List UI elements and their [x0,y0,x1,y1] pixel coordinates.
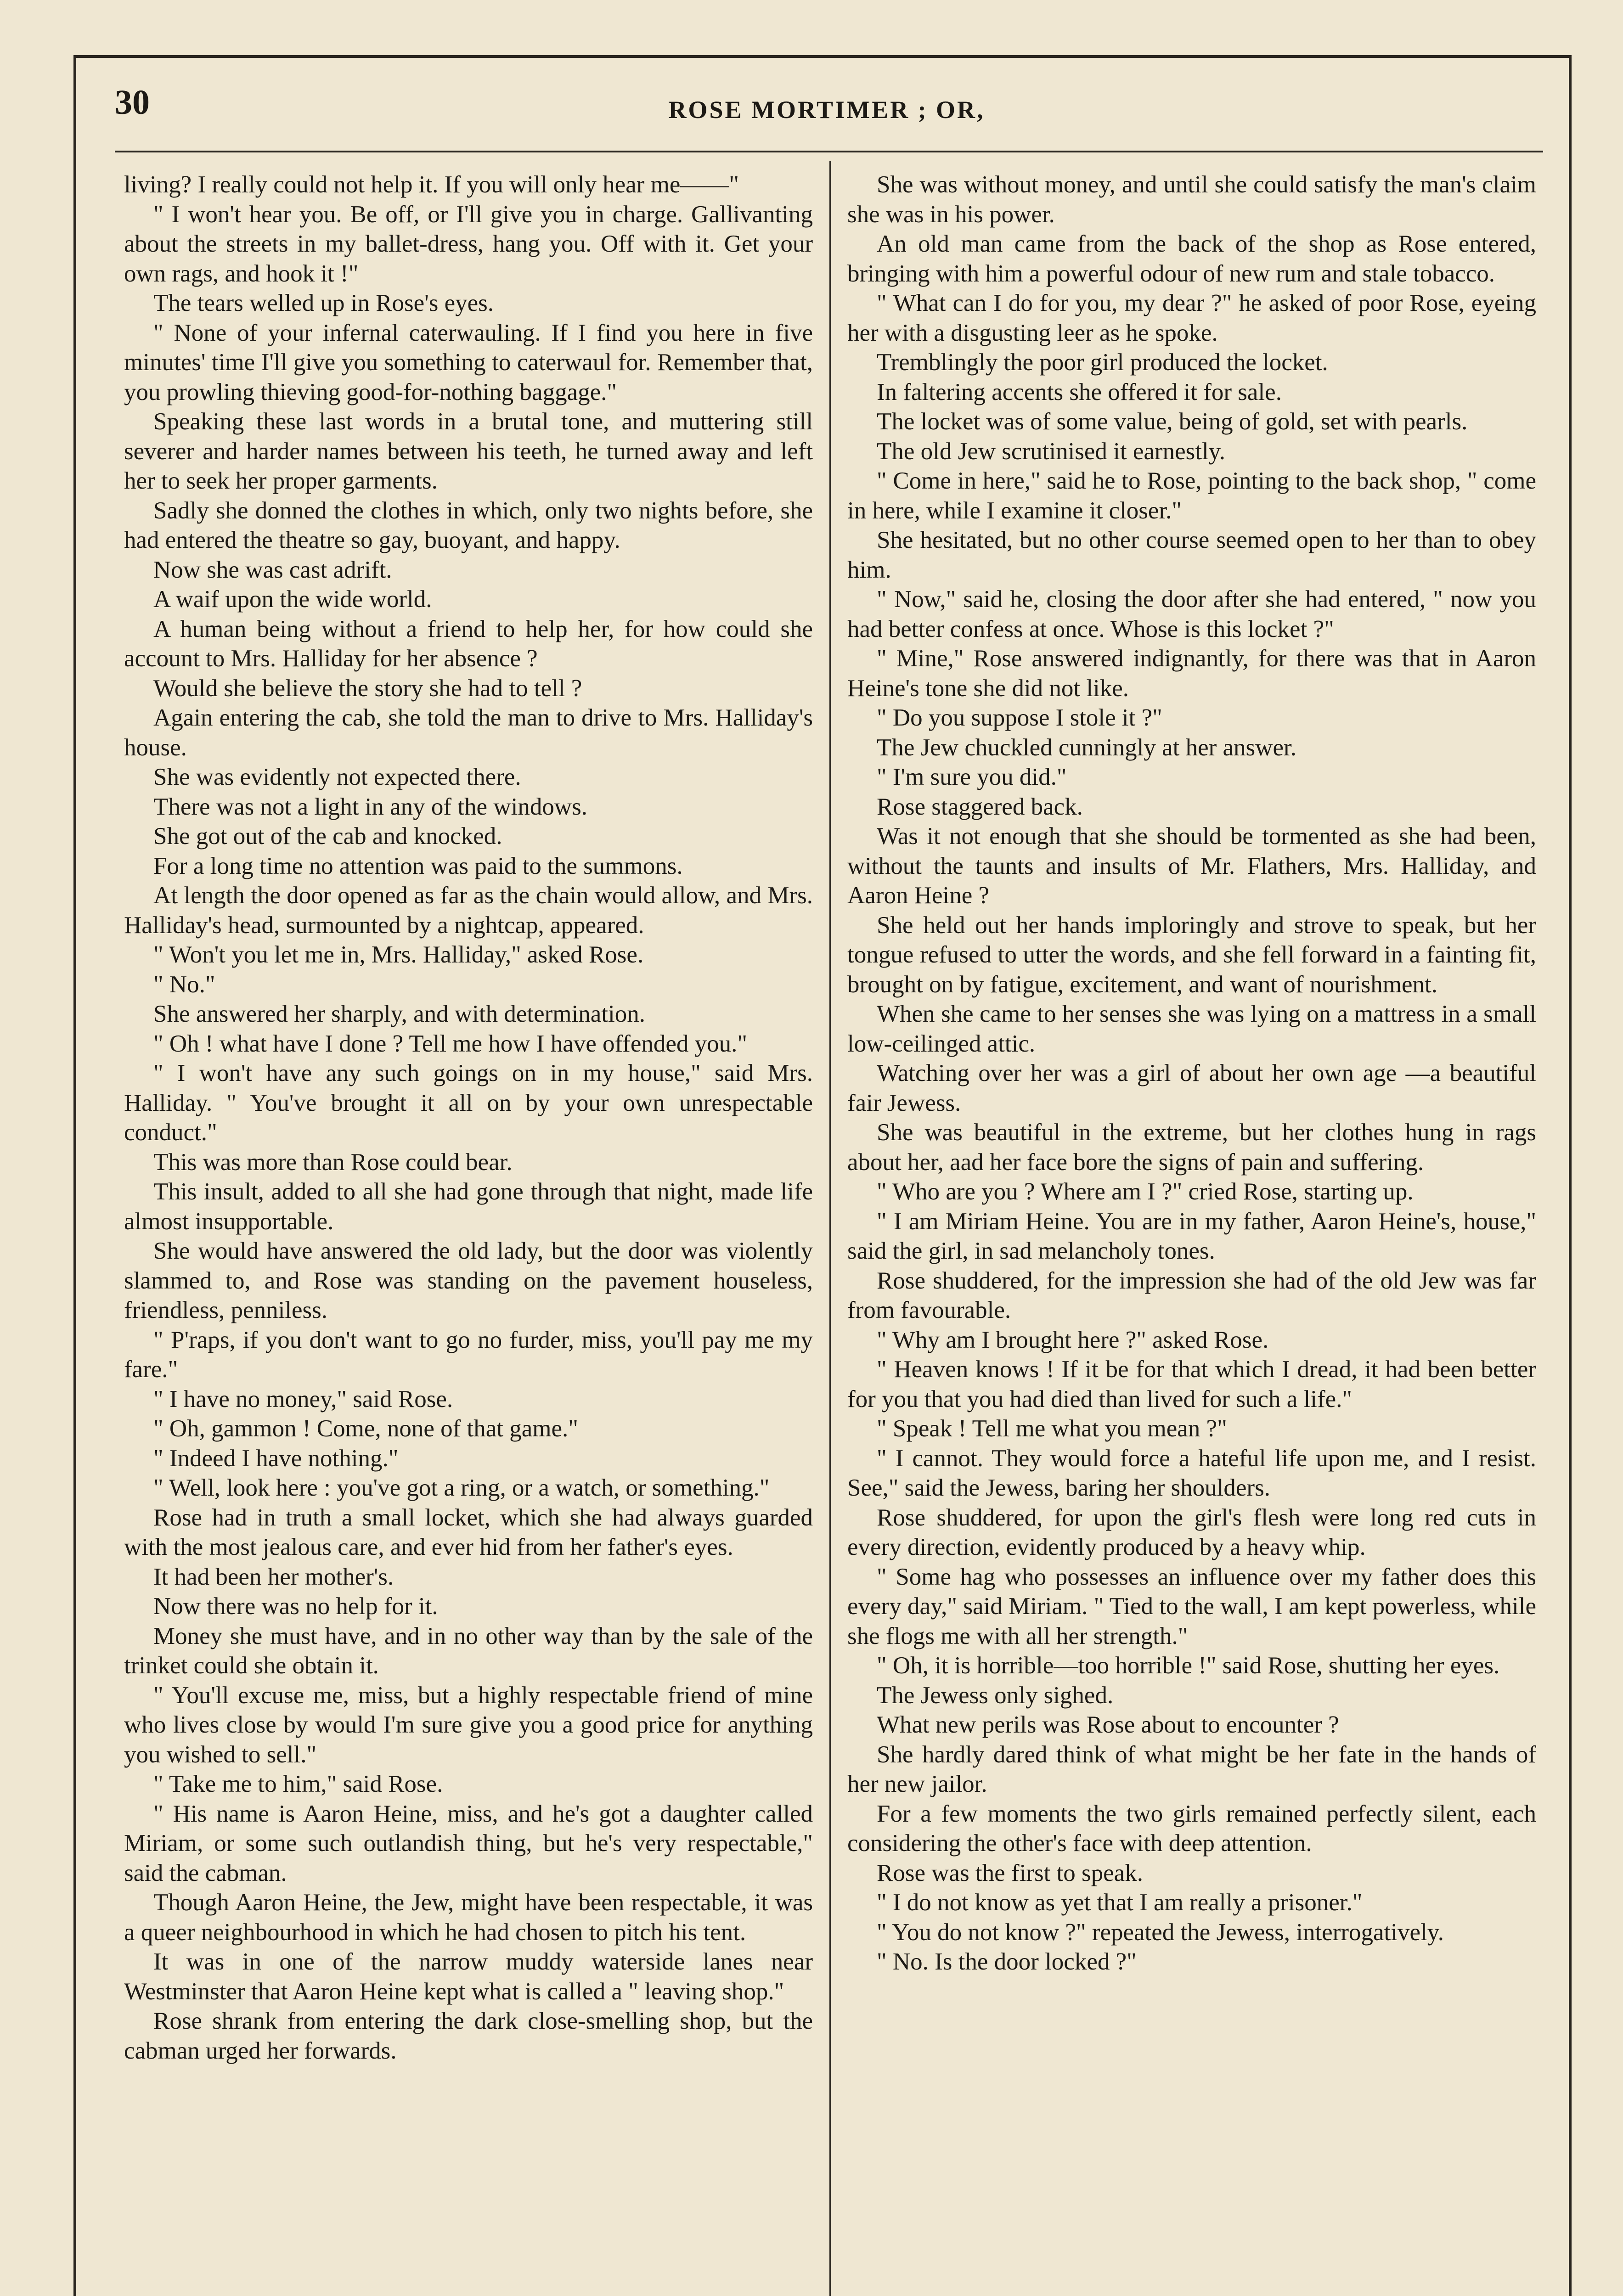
paragraph: When she came to her senses she was lying on a mattress in a small low-ceilinged attic. [847,1001,1536,1057]
paragraph: Rose shuddered, for upon the girl's flesh were long red cuts in every direction, evidently produced by a heavy whip. [847,1504,1536,1560]
paragraph: " I won't hear you. Be off, or I'll give you in charge. Gallivanting about the streets in my ballet-dress, hang you. Off with it. Get your own rags, and hook it !" [124,201,813,287]
column-divider [829,161,831,2296]
paragraph: She was beautiful in the extreme, but her clothes hung in rags about her, aad her face bore the signs of pain and suffering. [847,1119,1536,1176]
paragraph: " No." [153,971,215,998]
paragraph: " Why am I brought here ?" asked Rose. [877,1326,1269,1353]
paragraph: " What can I do for you, my dear ?" he asked of poor Rose, eyeing her with a disgusting leer as he spoke. [847,290,1536,346]
paragraph: " Oh ! what have I done ? Tell me how I have offended you." [153,1030,748,1057]
paragraph: She was without money, and until she could satisfy the man's claim she was in his power. [847,171,1536,228]
paragraph: Rose was the first to speak. [877,1859,1143,1886]
paragraph: " None of your infernal caterwauling. If I find you here in five minutes' time I'll give you something to caterwaul for. Remember that, you prowling thieving good-for-nothing baggage." [124,319,813,405]
paragraph: " I am Miriam Heine. You are in my father, Aaron Heine's, house," said the girl, in sad melancholy tones. [847,1208,1536,1264]
paragraph: Speaking these last words in a brutal tone, and muttering still severer and harder names between his teeth, he turned away and left her to seek her proper garments. [124,408,813,494]
paragraph: " His name is Aaron Heine, miss, and he's got a daughter called Miriam, or some such outlandish thing, but he's very respectable," said the cabman. [124,1800,813,1886]
paragraph: " Well, look here : you've got a ring, or a watch, or something." [153,1474,770,1501]
header-rule [115,151,1543,152]
paragraph: Though Aaron Heine, the Jew, might have been respectable, it was a queer neighbourhood in which he had chosen to pitch his tent. [124,1889,813,1946]
paragraph: The tears welled up in Rose's eyes. [153,290,494,316]
top-rule [73,55,1572,58]
paragraph: This was more than Rose could bear. [153,1148,513,1176]
paragraph: " No. Is the door locked ?" [877,1948,1137,1975]
page-number: 30 [115,83,150,122]
paragraph: " I'm sure you did." [877,764,1067,790]
paragraph: Rose shuddered, for the impression she had of the old Jew was far from favourable. [847,1267,1536,1323]
paragraph: " Now," said he, closing the door after she had entered, " now you had better confess at once. Whose is this locket ?" [847,586,1536,642]
paragraph: It had been her mother's. [153,1563,394,1590]
page-header [115,83,1538,133]
paragraph: This insult, added to all she had gone through that night, made life almost insupportable. [124,1178,813,1235]
paragraph: living? I really could not help it. If you will only hear me——" [124,171,739,198]
paragraph: " P'raps, if you don't want to go no furder, miss, you'll pay me my fare." [124,1326,813,1383]
paragraph: For a few moments the two girls remained perfectly silent, each considering the other's face with deep attention. [847,1800,1536,1857]
paragraph: " Mine," Rose answered indignantly, for there was that in Aaron Heine's tone she did not like. [847,645,1536,702]
paragraph: " You'll excuse me, miss, but a highly respectable friend of mine who lives close by would I'm sure give you a good price for anything you wished to sell." [124,1682,813,1768]
paragraph: The old Jew scrutinised it earnestly. [877,438,1225,465]
paragraph: Money she must have, and in no other way than by the sale of the trinket could she obtain it. [124,1622,813,1679]
paragraph: " Come in here," said he to Rose, pointing to the back shop, " come in here, while I examine it closer." [847,467,1536,524]
paragraph: " Won't you let me in, Mrs. Halliday," asked Rose. [153,941,644,968]
paragraph: " I have no money," said Rose. [153,1385,453,1412]
paragraph: " I cannot. They would force a hateful life upon me, and I resist. See," said the Jewess, baring her shoulders. [847,1445,1536,1501]
paragraph: Watching over her was a girl of about her own age —a beautiful fair Jewess. [847,1060,1536,1116]
paragraph: Was it not enough that she should be tormented as she had been, without the taunts and insults of Mr. Flathers, Mrs. Halliday, and Aaron Heine ? [847,823,1536,909]
paragraph: Rose staggered back. [877,793,1083,820]
paragraph: There was not a light in any of the windows. [153,793,587,820]
paragraph: Rose had in truth a small locket, which she had always guarded with the most jealous care, and ever hid from her father's eyes. [124,1504,813,1560]
paragraph: " Who are you ? Where am I ?" cried Rose, starting up. [877,1178,1414,1205]
paragraph: " Heaven knows ! If it be for that which I dread, it had been better for you that you had died than lived for such a life." [847,1356,1536,1412]
paragraph: Would she believe the story she had to tell ? [153,675,582,702]
paragraph: She hesitated, but no other course seemed open to her than to obey him. [847,527,1536,583]
paragraph: Rose shrank from entering the dark close-smelling shop, but the cabman urged her forwards. [124,2008,813,2064]
paragraph: " I do not know as yet that I am really a prisoner." [877,1889,1363,1916]
paragraph: " Indeed I have nothing." [153,1445,399,1472]
paragraph: " You do not know ?" repeated the Jewess, interrogatively. [877,1919,1444,1946]
paragraph: Sadly she donned the clothes in which, only two nights before, she had entered the theatre so gay, buoyant, and happy. [124,497,813,553]
paragraph: For a long time no attention was paid to the summons. [153,852,683,879]
paragraph: Again entering the cab, she told the man to drive to Mrs. Halliday's house. [124,704,813,761]
paragraph: A waif upon the wide world. [153,586,432,613]
paragraph: She held out her hands imploringly and strove to speak, but her tongue refused to utter the words, and she fell forward in a fainting fit, brought on by fatigue, excitement, and want of nourishment. [847,912,1536,998]
paragraph: What new perils was Rose about to encounter ? [877,1711,1339,1738]
paragraph: " Some hag who possesses an influence over my father does this every day," said Miriam. " Tied to the wall, I am kept powerless, while she flogs me with all her strength." [847,1563,1536,1649]
paragraph: The Jewess only sighed. [877,1682,1114,1709]
paragraph: It was in one of the narrow muddy waterside lanes near Westminster that Aaron Heine kept what is called a " leaving shop." [124,1948,813,2005]
paragraph: She would have answered the old lady, but the door was violently slammed to, and Rose was standing on the pavement houseless, friendless, penniless. [124,1238,813,1323]
right-text-column [847,170,1536,2296]
paragraph: She hardly dared think of what might be her fate in the hands of her new jailor. [847,1741,1536,1797]
paragraph: " Speak ! Tell me what you mean ?" [877,1415,1227,1442]
paragraph: The Jew chuckled cunningly at her answer. [877,734,1296,761]
paragraph: " Take me to him," said Rose. [153,1771,443,1797]
left-text-column [124,170,813,2296]
paragraph: At length the door opened as far as the chain would allow, and Mrs. Halliday's head, surmounted by a nightcap, appeared. [124,882,813,939]
paragraph: Now she was cast adrift. [153,556,392,583]
paragraph: Now there was no help for it. [153,1593,438,1620]
paragraph: " Oh, it is horrible—too horrible !" said Rose, shutting her eyes. [877,1652,1500,1679]
paragraph: " Oh, gammon ! Come, none of that game." [153,1415,578,1442]
paragraph: An old man came from the back of the shop as Rose entered, bringing with him a powerful odour of new rum and stale tobacco. [847,231,1536,287]
paragraph: A human being without a friend to help her, for how could she account to Mrs. Halliday for her absence ? [124,615,813,672]
running-title: ROSE MORTIMER ; OR, [668,96,985,124]
paragraph: She got out of the cab and knocked. [153,823,502,850]
paragraph: Tremblingly the poor girl produced the locket. [877,349,1328,376]
paragraph: In faltering accents she offered it for sale. [877,378,1282,405]
paragraph: The locket was of some value, being of gold, set with pearls. [877,408,1468,435]
paragraph: She was evidently not expected there. [153,764,521,790]
paragraph: " I won't have any such goings on in my house," said Mrs. Halliday. " You've brought it all on by your own unrespectable conduct." [124,1060,813,1146]
paragraph: She answered her sharply, and with determination. [153,1001,645,1027]
paragraph: " Do you suppose I stole it ?" [877,704,1162,731]
